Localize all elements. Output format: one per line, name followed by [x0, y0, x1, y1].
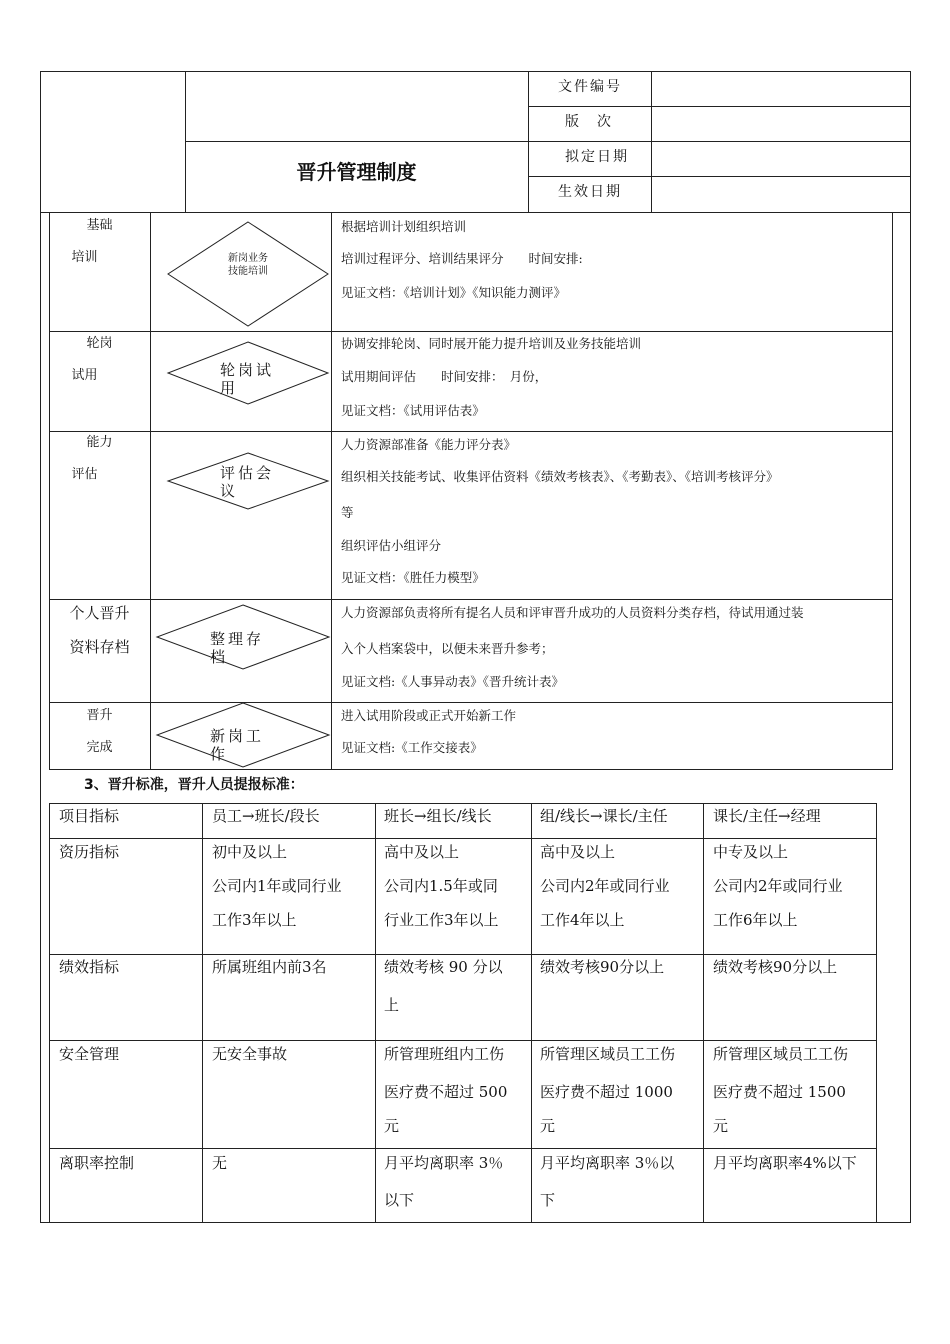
table-cell: 绩效考核90分以上: [713, 958, 838, 976]
table-cell: 所管理区域员工工伤 医疗费不超过 1000 元: [540, 1045, 676, 1135]
table-cell: 所管理班组内工伤 医疗费不超过 500 元: [384, 1045, 508, 1135]
step-label-promotion-complete: 晋升 完成: [86, 708, 113, 755]
table-cell: 月平均离职率4%以下: [713, 1154, 857, 1172]
diamond-label: 新岗业务 技能培训: [228, 253, 268, 277]
header-cell: 员工→班长/段长: [212, 807, 320, 825]
table-cell: 所管理区域员工工伤 医疗费不超过 1500 元: [713, 1045, 849, 1135]
table-cell: 所属班组内前3名: [212, 958, 327, 976]
table-cell: 高中及以上 公司内1.5年或同 行业工作3年以上: [384, 843, 499, 929]
diamond-label: 评估会 议: [220, 464, 275, 500]
table-cell: 月平均离职率 3％ 以下: [384, 1154, 504, 1209]
document-title: 晋升管理制度: [296, 160, 417, 184]
row-name: 离职率控制: [59, 1154, 135, 1172]
row-name: 安全管理: [59, 1045, 120, 1063]
row-name: 资历指标: [59, 843, 120, 861]
header-cell: 组/线长→课长/主任: [540, 807, 668, 825]
version-label: 版 次: [565, 114, 613, 130]
row-name: 绩效指标: [59, 958, 120, 976]
step-label-rotation-trial: 轮岗 试用: [71, 336, 113, 383]
section-title: 3、晋升标准，晋升人员提报标准：: [84, 777, 304, 793]
table-cell: 无: [212, 1154, 228, 1172]
header-cell: 课长/主任→经理: [713, 807, 821, 825]
table-cell: 绩效考核90分以上: [540, 958, 665, 976]
step-label-archive: 个人晋升 资料存档: [69, 604, 130, 656]
header-cell: 项目指标: [59, 807, 120, 825]
table-cell: 中专及以上 公司内2年或同行业 工作6年以上: [713, 843, 843, 929]
table-cell: 无安全事故: [212, 1045, 288, 1063]
effective-date-label: 生效日期: [558, 184, 622, 200]
table-cell: 绩效考核 90 分以 上: [384, 958, 503, 1014]
diamond-label: 轮岗试 用: [220, 361, 275, 397]
table-cell: 月平均离职率 3％以 下: [540, 1154, 675, 1209]
draft-date-label: 拟定日期: [565, 149, 629, 165]
diamond-label: 新岗工 作: [210, 727, 265, 763]
table-cell: 初中及以上 公司内1年或同行业 工作3年以上: [212, 843, 342, 929]
step-label-ability-assessment: 能力 评估: [71, 435, 113, 482]
table-cell: 高中及以上 公司内2年或同行业 工作4年以上: [540, 843, 670, 929]
doc-number-label: 文件编号: [558, 79, 622, 95]
step-label-basic-training: 基础 培训: [71, 218, 113, 265]
header-cell: 班长→组长/线长: [384, 807, 492, 825]
diamond-label: 整理存 档: [210, 630, 265, 666]
